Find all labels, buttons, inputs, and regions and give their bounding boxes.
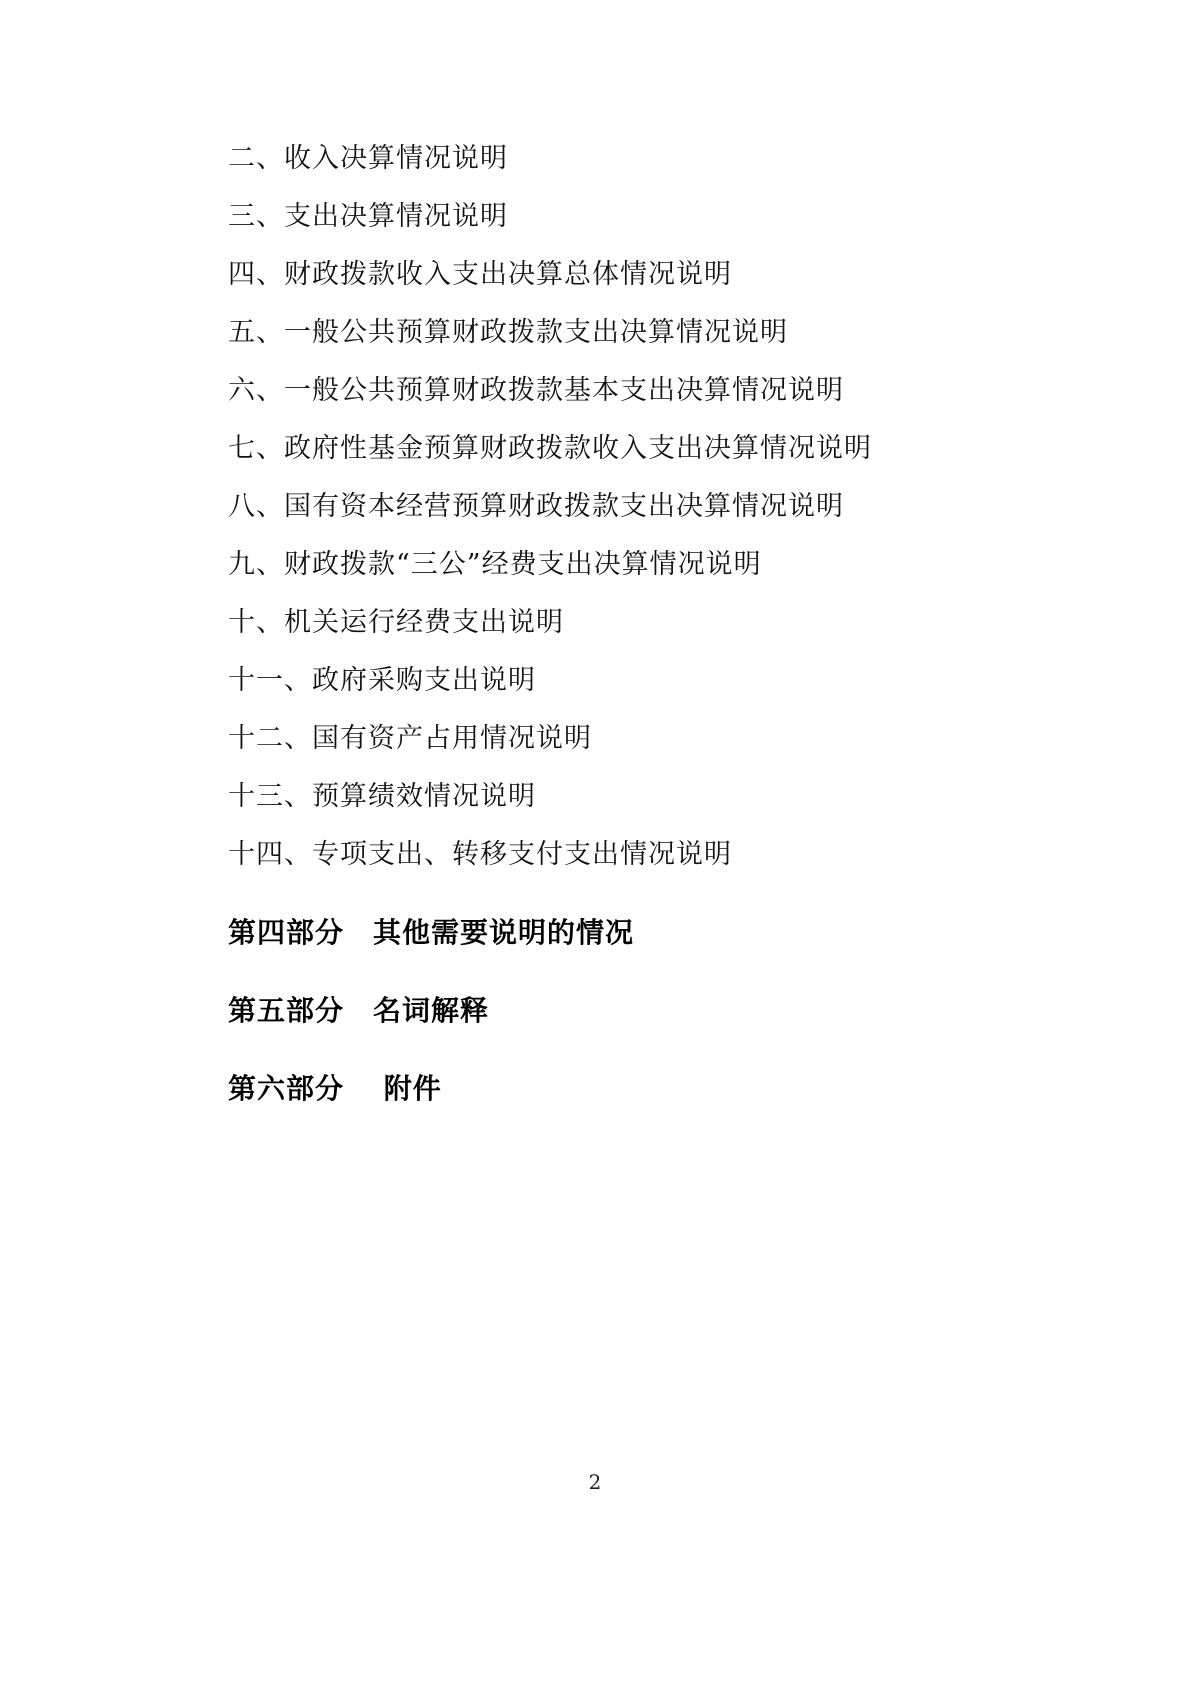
toc-item: 九、财政拨款“三公”经费支出决算情况说明 bbox=[228, 549, 762, 580]
part-heading: 第六部分 附件 bbox=[228, 1072, 442, 1105]
toc-item: 十三、预算绩效情况说明 bbox=[228, 781, 536, 812]
toc-item: 六、一般公共预算财政拨款基本支出决算情况说明 bbox=[228, 375, 844, 406]
table-of-contents bbox=[228, 130, 988, 1118]
toc-item: 二、收入决算情况说明 bbox=[228, 143, 508, 174]
toc-item: 四、财政拨款收入支出决算总体情况说明 bbox=[228, 259, 732, 290]
toc-item: 五、一般公共预算财政拨款支出决算情况说明 bbox=[228, 317, 788, 348]
toc-item: 七、政府性基金预算财政拨款收入支出决算情况说明 bbox=[228, 433, 872, 464]
part-section bbox=[228, 904, 988, 962]
part-section bbox=[228, 1060, 988, 1118]
part-heading: 第四部分 其他需要说明的情况 bbox=[228, 916, 635, 949]
toc-item: 十四、专项支出、转移支付支出情况说明 bbox=[228, 839, 732, 870]
page-number: 2 bbox=[588, 1470, 602, 1494]
toc-item: 十二、国有资产占用情况说明 bbox=[228, 723, 592, 754]
part-heading: 第五部分 名词解释 bbox=[228, 994, 490, 1027]
toc-item: 十一、政府采购支出说明 bbox=[228, 665, 536, 696]
part-section bbox=[228, 982, 988, 1040]
toc-item: 三、支出决算情况说明 bbox=[228, 201, 508, 232]
toc-item: 八、国有资本经营预算财政拨款支出决算情况说明 bbox=[228, 491, 844, 522]
toc-item: 十、机关运行经费支出说明 bbox=[228, 607, 564, 638]
